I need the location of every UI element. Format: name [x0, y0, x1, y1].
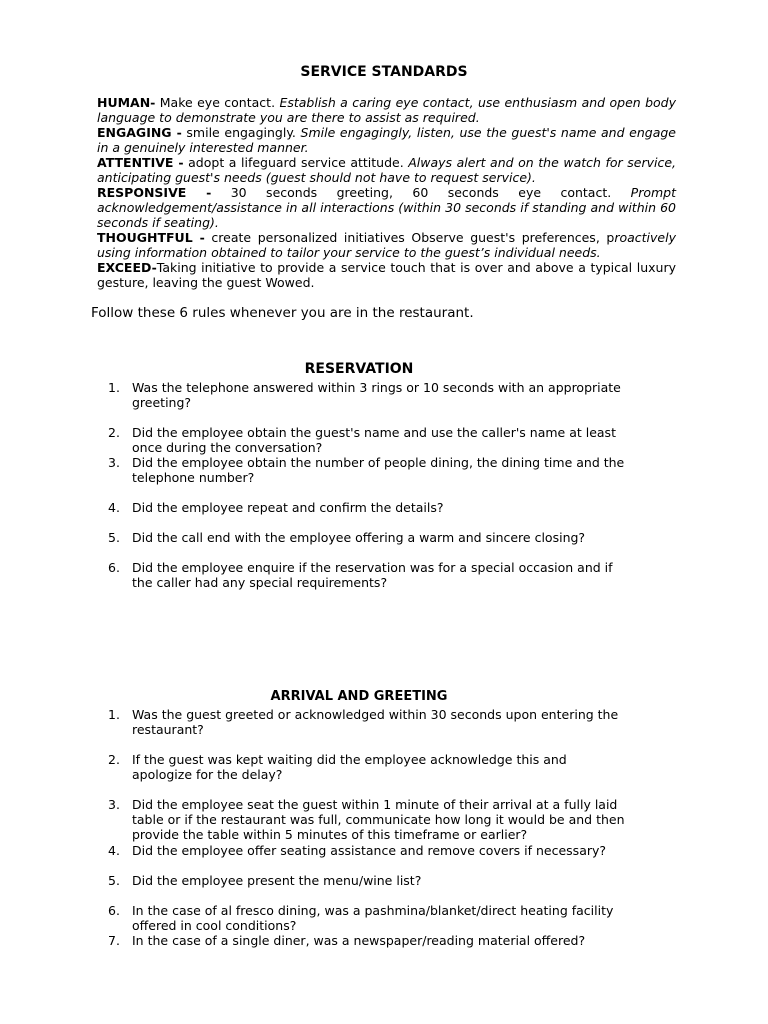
- item-number: 1.: [108, 707, 120, 722]
- item-text: Did the call end with the employee offering a warm and sincere closing?: [132, 530, 586, 545]
- list-item: [108, 752, 628, 782]
- list-item: [108, 903, 628, 933]
- page-title: SERVICE STANDARDS: [300, 64, 468, 80]
- item-number: 4.: [108, 843, 120, 858]
- standard-summary: Make eye contact.: [155, 95, 280, 110]
- standard-responsive: [97, 185, 676, 230]
- standard-summary: smile engagingly.: [181, 125, 301, 140]
- item-text: Was the guest greeted or acknowledged within 30 seconds upon entering the restaurant?: [132, 707, 619, 737]
- standard-summary: Taking initiative to provide a service touch that is over and above a typical luxury gesture, leaving the guest Wowed.: [97, 260, 676, 290]
- item-text: Did the employee enquire if the reservation was for a special occasion and if the caller had any special requirements?: [132, 560, 613, 590]
- list-item: [108, 707, 628, 737]
- item-number: 6.: [108, 903, 120, 918]
- standard-detail: Smile engagingly, listen, use the guest's name and engage in a genuinely interested manner.: [97, 125, 677, 155]
- item-number: 1.: [108, 380, 120, 395]
- item-text: Did the employee obtain the number of people dining, the dining time and the telephone number?: [132, 455, 625, 485]
- service-standards-list: [97, 95, 676, 290]
- item-text: Did the employee repeat and confirm the details?: [132, 500, 444, 515]
- item-text: Did the employee obtain the guest's name and use the caller's name at least once during the conversation?: [132, 425, 616, 455]
- standard-human: [97, 95, 676, 125]
- standard-thoughtful: [97, 230, 676, 260]
- item-number: 5.: [108, 873, 120, 888]
- list-item: [108, 530, 628, 545]
- item-text: Did the employee offer seating assistance and remove covers if necessary?: [132, 843, 607, 858]
- list-item: [108, 843, 628, 858]
- standard-summary: 30 seconds greeting, 60 seconds eye contact.: [211, 185, 631, 200]
- standard-detail: roactively using information obtained to tailor your service to the guest’s individual needs.: [97, 230, 676, 260]
- item-text: Was the telephone answered within 3 rings or 10 seconds with an appropriate greeting?: [132, 380, 621, 410]
- reservation-heading: RESERVATION: [304, 361, 414, 377]
- standard-label: ATTENTIVE -: [97, 155, 184, 170]
- item-text: Did the employee seat the guest within 1 minute of their arrival at a fully laid table or if the restaurant was full, communicate how long it would be and then provide the table within 5 minutes of this timeframe or earlier?: [132, 797, 625, 842]
- list-item: [108, 425, 628, 455]
- item-text: If the guest was kept waiting did the employee acknowledge this and apologize for the delay?: [132, 752, 567, 782]
- standard-detail: Establish a caring eye contact, use enthusiasm and open body language to demonstrate you are there to assist as required.: [97, 95, 676, 125]
- item-text: In the case of a single diner, was a newspaper/reading material offered?: [132, 933, 586, 948]
- standard-summary: adopt a lifeguard service attitude.: [183, 155, 409, 170]
- list-item: [108, 560, 628, 590]
- standard-engaging: [97, 125, 676, 155]
- arrival-heading: ARRIVAL AND GREETING: [270, 689, 448, 704]
- item-number: 4.: [108, 500, 120, 515]
- list-item: [108, 797, 628, 842]
- standard-attentive: [97, 155, 676, 185]
- standard-label: HUMAN-: [97, 95, 156, 110]
- list-item: [108, 380, 628, 410]
- item-text: In the case of al fresco dining, was a pashmina/blanket/direct heating facility offered in cool conditions?: [132, 903, 614, 933]
- standard-label: EXCEED-: [97, 260, 157, 275]
- item-number: 6.: [108, 560, 120, 575]
- standard-summary: create personalized initiatives Observe guest's preferences, p: [204, 230, 615, 245]
- standard-label: ENGAGING -: [97, 125, 182, 140]
- list-item: [108, 873, 628, 888]
- item-text: Did the employee present the menu/wine list?: [132, 873, 422, 888]
- item-number: 7.: [108, 933, 120, 948]
- standard-detail: Always alert and on the watch for service, anticipating guest's needs (guest should not have to request service).: [97, 155, 676, 185]
- standard-label: RESPONSIVE -: [97, 185, 212, 200]
- standard-detail: Prompt acknowledgement/assistance in all interactions (within 30 seconds if standing and within 60 seconds if seating).: [97, 185, 676, 230]
- item-number: 5.: [108, 530, 120, 545]
- item-number: 2.: [108, 425, 120, 440]
- item-number: 2.: [108, 752, 120, 767]
- standard-exceed: [97, 260, 676, 290]
- intro-text: Follow these 6 rules whenever you are in the restaurant.: [91, 305, 474, 321]
- item-number: 3.: [108, 797, 120, 812]
- list-item: [108, 455, 628, 485]
- item-number: 3.: [108, 455, 120, 470]
- standard-label: THOUGHTFUL -: [97, 230, 205, 245]
- list-item: [108, 500, 628, 515]
- list-item: [108, 933, 628, 948]
